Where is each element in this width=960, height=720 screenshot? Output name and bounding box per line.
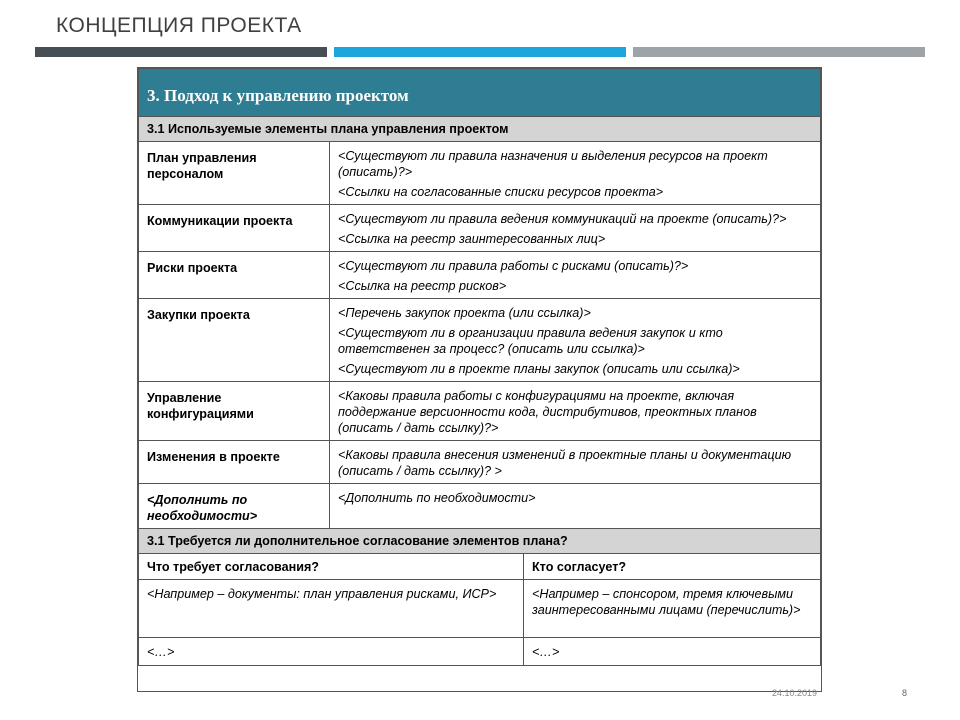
placeholder-what-cell: <…> bbox=[139, 638, 524, 666]
content-item: <Существуют ли правила работы с рисками (описать)?> bbox=[338, 259, 689, 273]
content-item: <Существуют ли в проекте планы закупок (описать или ссылка)> bbox=[338, 362, 740, 376]
column-header-who: Кто согласует? bbox=[524, 554, 821, 580]
table-row bbox=[139, 252, 821, 299]
row-content-changes bbox=[330, 441, 821, 484]
content-item: <Существуют ли в организации правила ведения закупок и кто ответственен за процесс? (описать или ссылка)> bbox=[338, 326, 723, 356]
placeholder-who-cell: <…> bbox=[524, 638, 821, 666]
content-item: <Существуют ли правила ведения коммуникаций на проекте (описать)?> bbox=[338, 212, 787, 226]
row-content-procurement bbox=[330, 299, 821, 382]
example-who-cell: <Например – спонсором, тремя ключевыми заинтересованными лицами (перечислить)> bbox=[524, 580, 821, 638]
table-row bbox=[139, 554, 821, 580]
subsection-header-approval: 3.1 Требуется ли дополнительное согласование элементов плана? bbox=[139, 529, 821, 554]
table-row bbox=[139, 484, 821, 529]
row-content-risks bbox=[330, 252, 821, 299]
row-content-communications bbox=[330, 205, 821, 252]
row-label-risks: Риски проекта bbox=[139, 252, 330, 299]
table-row bbox=[139, 580, 821, 638]
example-what-cell: <Например – документы: план управления рисками, ИСР> bbox=[139, 580, 524, 638]
row-label-changes: Изменения в проекте bbox=[139, 441, 330, 484]
table-row bbox=[139, 205, 821, 252]
content-item: <Существуют ли правила назначения и выделения ресурсов на проект (описать)?> bbox=[338, 149, 768, 179]
content-item: <Перечень закупок проекта (или ссылка)> bbox=[338, 306, 591, 320]
row-content-configuration bbox=[330, 382, 821, 441]
table-row bbox=[139, 441, 821, 484]
title-underline-bar-blue bbox=[334, 47, 626, 57]
table-row bbox=[139, 638, 821, 666]
row-label-staff-plan: План управления персоналом bbox=[139, 142, 330, 205]
row-content-staff-plan bbox=[330, 142, 821, 205]
table-row bbox=[139, 382, 821, 441]
row-label-procurement: Закупки проекта bbox=[139, 299, 330, 382]
row-content-add-more bbox=[330, 484, 821, 529]
content-item: <Ссылка на реестр заинтересованных лиц> bbox=[338, 232, 606, 246]
subsection-header-plan-elements: 3.1 Используемые элементы плана управления проектом bbox=[139, 117, 821, 142]
column-header-what: Что требует согласования? bbox=[139, 554, 524, 580]
row-label-communications: Коммуникации проекта bbox=[139, 205, 330, 252]
document-table-frame bbox=[137, 67, 822, 692]
footer-date: 24.10.2019 bbox=[772, 688, 818, 698]
title-underline-bar-dark bbox=[35, 47, 327, 57]
slide-title: КОНЦЕПЦИЯ ПРОЕКТА bbox=[56, 14, 302, 37]
content-item: <Каковы правила работы с конфигурациями на проекте, включая поддержание версионности кода, дистрибутивов, преоктных планов (описать / дать ссылку)?> bbox=[338, 389, 757, 435]
title-underline-bar-gray bbox=[633, 47, 925, 57]
table-row bbox=[139, 142, 821, 205]
content-item: <Дополнить по необходимости> bbox=[338, 491, 536, 505]
page-number: 8 bbox=[902, 688, 908, 698]
row-label-configuration: Управление конфигурациями bbox=[139, 382, 330, 441]
content-item: <Каковы правила внесения изменений в проектные планы и документацию (описать / дать ссылку)? > bbox=[338, 448, 792, 478]
project-management-approach-table bbox=[138, 68, 821, 666]
section-header: 3. Подход к управлению проектом bbox=[139, 69, 821, 117]
content-item: <Ссылка на реестр рисков> bbox=[338, 279, 507, 293]
content-item: <Ссылки на согласованные списки ресурсов проекта> bbox=[338, 185, 664, 199]
table-row bbox=[139, 299, 821, 382]
row-label-add-more: <Дополнить по необходимости> bbox=[139, 484, 330, 529]
